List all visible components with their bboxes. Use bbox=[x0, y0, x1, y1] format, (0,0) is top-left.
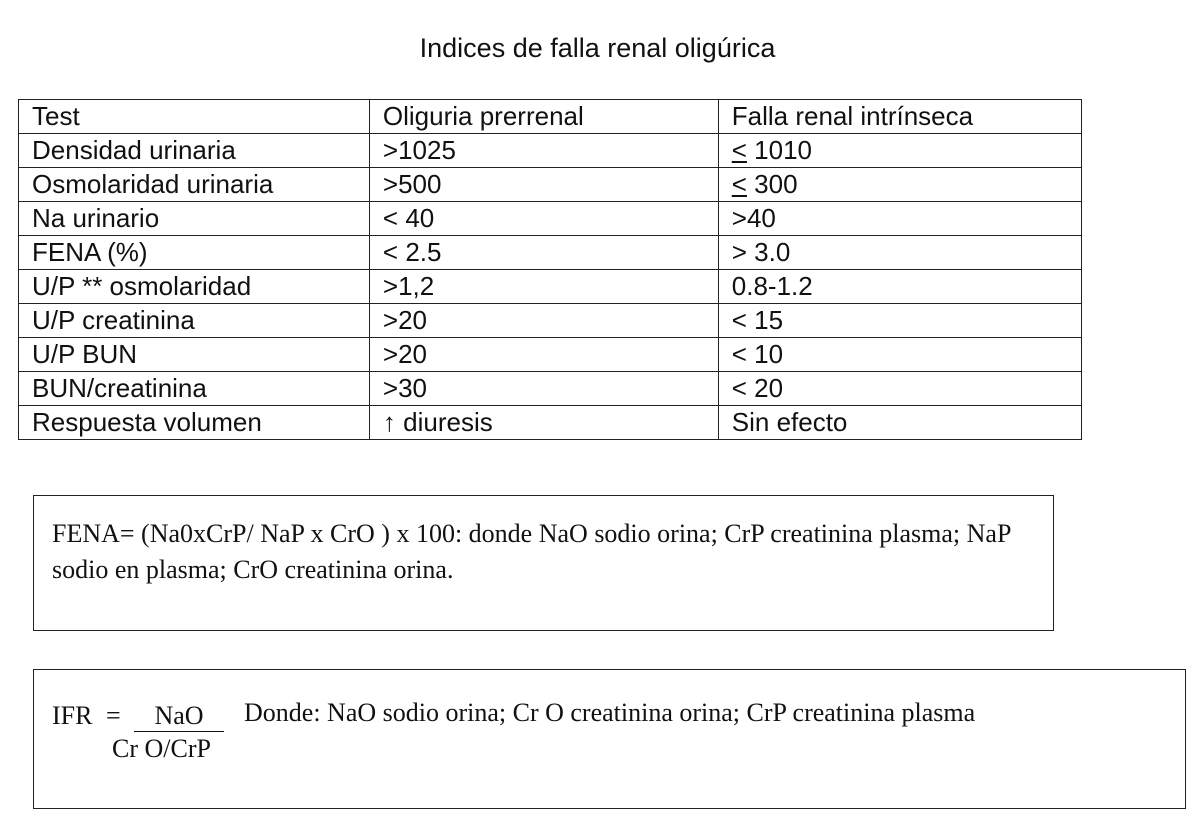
ifr-equals: = bbox=[106, 701, 121, 730]
cell-intrinseca bbox=[718, 236, 1081, 270]
cell-intrinseca-value: < 15 bbox=[731, 305, 784, 335]
cell-intrinseca-prefix: < bbox=[731, 169, 747, 199]
cell-intrinseca-value: 0.8-1.2 bbox=[731, 271, 813, 301]
cell-test: Na urinario bbox=[19, 202, 370, 236]
cell-intrinseca-prefix: < bbox=[731, 135, 747, 165]
cell-test: U/P ** osmolaridad bbox=[19, 270, 370, 304]
table-row bbox=[19, 304, 1082, 338]
cell-intrinseca-value: 1010 bbox=[746, 135, 813, 165]
table-row bbox=[19, 134, 1082, 168]
cell-prerrenal: >1,2 bbox=[369, 270, 718, 304]
cell-intrinseca-value: Sin efecto bbox=[731, 407, 848, 437]
ifr-label: IFR bbox=[52, 701, 93, 730]
page-title: Indices de falla renal oligúrica bbox=[419, 33, 776, 63]
table-header-row bbox=[19, 100, 1082, 134]
header-test: Test bbox=[19, 100, 370, 134]
cell-prerrenal: >30 bbox=[369, 372, 718, 406]
ifr-numerator: NaO bbox=[134, 701, 224, 732]
cell-intrinseca-value: < 20 bbox=[731, 373, 784, 403]
cell-test: Densidad urinaria bbox=[19, 134, 370, 168]
cell-test: Respuesta volumen bbox=[19, 406, 370, 440]
table-row bbox=[19, 372, 1082, 406]
ifr-denominator: Cr O/CrP bbox=[112, 734, 211, 763]
cell-prerrenal: >500 bbox=[369, 168, 718, 202]
cell-prerrenal: ↑ diuresis bbox=[369, 406, 718, 440]
cell-prerrenal: < 2.5 bbox=[369, 236, 718, 270]
cell-intrinseca-value: < 10 bbox=[731, 339, 784, 369]
cell-intrinseca bbox=[718, 372, 1081, 406]
cell-test: FENA (%) bbox=[19, 236, 370, 270]
cell-intrinseca-value: 300 bbox=[746, 169, 798, 199]
cell-test: Osmolaridad urinaria bbox=[19, 168, 370, 202]
cell-intrinseca-value: > 3.0 bbox=[731, 237, 791, 267]
cell-test: U/P creatinina bbox=[19, 304, 370, 338]
cell-intrinseca bbox=[718, 406, 1081, 440]
cell-intrinseca-value: >40 bbox=[731, 203, 776, 233]
cell-intrinseca bbox=[718, 304, 1081, 338]
cell-prerrenal: < 40 bbox=[369, 202, 718, 236]
table-row bbox=[19, 202, 1082, 236]
table-row bbox=[19, 338, 1082, 372]
renal-indices-table bbox=[18, 99, 1082, 440]
table-row bbox=[19, 270, 1082, 304]
table-row bbox=[19, 406, 1082, 440]
header-intrinseca: Falla renal intrínseca bbox=[718, 100, 1081, 134]
cell-intrinseca bbox=[718, 134, 1081, 168]
cell-intrinseca bbox=[718, 338, 1081, 372]
cell-intrinseca bbox=[718, 168, 1081, 202]
cell-prerrenal: >20 bbox=[369, 338, 718, 372]
cell-intrinseca bbox=[718, 270, 1081, 304]
cell-prerrenal: >1025 bbox=[369, 134, 718, 168]
table-row bbox=[19, 236, 1082, 270]
ifr-formula-box bbox=[33, 669, 1186, 809]
cell-prerrenal: >20 bbox=[369, 304, 718, 338]
cell-test: BUN/creatinina bbox=[19, 372, 370, 406]
ifr-description: Donde: NaO sodio orina; Cr O creatinina orina; CrP creatinina plasma bbox=[244, 698, 976, 727]
fena-formula-box bbox=[33, 495, 1054, 631]
table-row bbox=[19, 168, 1082, 202]
cell-test: U/P BUN bbox=[19, 338, 370, 372]
cell-intrinseca bbox=[718, 202, 1081, 236]
fena-formula-text: FENA= (Na0xCrP/ NaP x CrO ) x 100: donde NaO sodio orina; CrP creatinina plasma; NaP sodio en plasma; CrO creatinina orina. bbox=[52, 519, 1011, 584]
header-prerrenal: Oliguria prerrenal bbox=[369, 100, 718, 134]
